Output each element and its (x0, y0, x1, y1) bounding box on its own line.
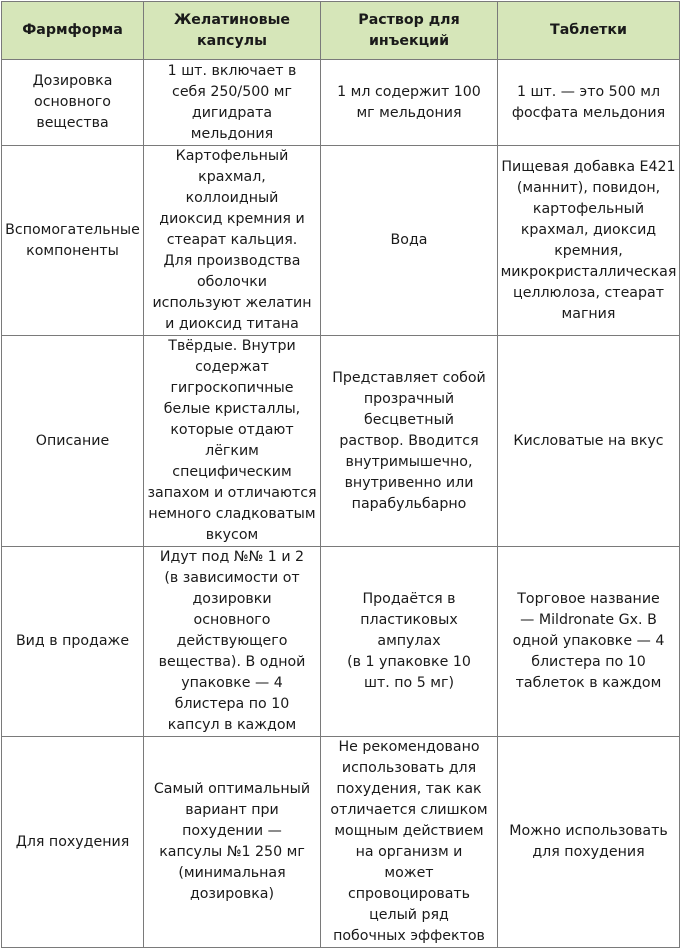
cell-capsules: Картофельный крахмал, коллоидный диоксид кремния и стеарат кальция. Для производства оболочки используют желатин и диоксид титана (144, 146, 321, 336)
table-row (2, 60, 680, 146)
header-capsules: Желатиновые капсулы (144, 2, 321, 60)
table-row (2, 547, 680, 737)
cell-tablets: Торговое название — Mildronate Gx. В одной упаковке — 4 блистера по 10 таблеток в каждом (498, 547, 680, 737)
table-row (2, 146, 680, 336)
cell-capsules: Идут под №№ 1 и 2 (в зависимости от дозировки основного действующего вещества). В одной упаковке — 4 блистера по 10 капсул в каждом (144, 547, 321, 737)
cell-injection: Не рекомендовано использовать для похудения, так как отличается слишком мощным действием на организм и может спровоцировать целый ряд побочных эффектов (321, 737, 498, 948)
header-tablets: Таблетки (498, 2, 680, 60)
row-label: Описание (2, 336, 144, 547)
cell-injection: 1 мл содержит 100 мг мельдония (321, 60, 498, 146)
cell-tablets: Пищевая добавка Е421 (маннит), повидон, картофельный крахмал, диоксид кремния, микрокристаллическая целлюлоза, стеарат магния (498, 146, 680, 336)
cell-injection: Продаётся в пластиковых ампулах (в 1 упаковке 10 шт. по 5 мг) (321, 547, 498, 737)
cell-tablets: Кисловатые на вкус (498, 336, 680, 547)
cell-capsules: Твёрдые. Внутри содержат гигроскопичные белые кристаллы, которые отдают лёгким специфическим запахом и отличаются немного сладковатым вкусом (144, 336, 321, 547)
header-injection: Раствор для инъекций (321, 2, 498, 60)
cell-tablets: Можно использовать для похудения (498, 737, 680, 948)
cell-capsules: Самый оптимальный вариант при похудении — капсулы №1 250 мг (минимальная дозировка) (144, 737, 321, 948)
cell-tablets: 1 шт. — это 500 мл фосфата мельдония (498, 60, 680, 146)
cell-injection: Вода (321, 146, 498, 336)
cell-capsules: 1 шт. включает в себя 250/500 мг дигидрата мельдония (144, 60, 321, 146)
row-label: Вид в продаже (2, 547, 144, 737)
cell-injection: Представляет собой прозрачный бесцветный раствор. Вводится внутримышечно, внутривенно или парабульбарно (321, 336, 498, 547)
table-row (2, 336, 680, 547)
header-row (2, 2, 680, 60)
table-row (2, 737, 680, 948)
comparison-table (1, 1, 680, 948)
row-label: Дозировка основного вещества (2, 60, 144, 146)
row-label: Для похудения (2, 737, 144, 948)
row-label: Вспомогательные компоненты (2, 146, 144, 336)
header-form: Фармформа (2, 2, 144, 60)
